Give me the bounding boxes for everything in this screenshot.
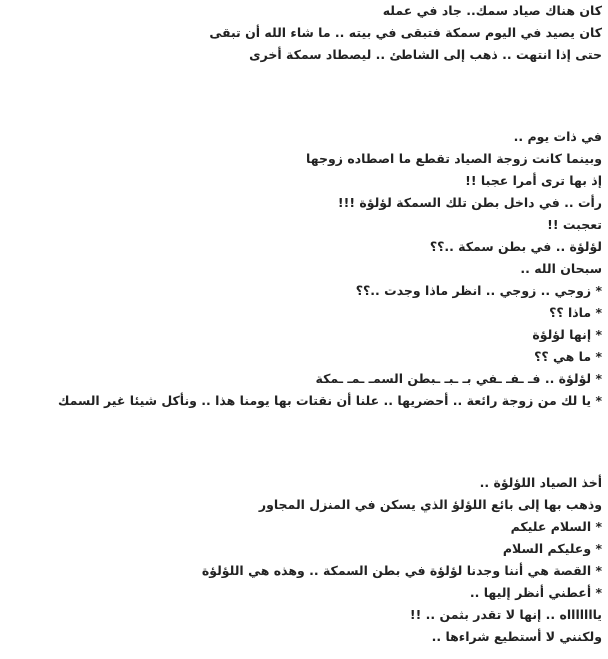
- text-line: كان هناك صياد سمك.. جاد في عمله: [382, 3, 602, 18]
- text-line: في ذات يوم ..: [513, 129, 602, 144]
- text-line: حتى إذا انتهت .. ذهب إلى الشاطئ .. ليصطاد سمكة أخرى: [249, 47, 602, 62]
- dialogue-line: * وعليكم السلام: [502, 541, 602, 556]
- paragraph-pearl-discovery: [6, 126, 602, 412]
- text-line: ولكنني لا أستطيع شراءها ..: [431, 629, 602, 644]
- dialogue-line: * ماذا ؟؟: [549, 305, 602, 320]
- text-line: رأت .. في داخل بطن تلك السمكة لؤلؤة !!!: [337, 195, 602, 210]
- text-line: سبحان الله ..: [520, 261, 602, 276]
- paragraph-pearl-seller: [6, 472, 602, 648]
- text-line: وبينما كانت زوجة الصياد تقطع ما اصطاده زوجها: [306, 151, 602, 166]
- paragraph-fisherman-intro: [6, 0, 602, 66]
- text-line: تعجبت !!: [547, 217, 602, 232]
- text-line: ياااااااه .. إنها لا تقدر بثمن .. !!: [409, 607, 602, 622]
- text-line: كان يصيد في اليوم سمكة فتبقى في بيته .. ما شاء الله أن تبقى: [209, 25, 602, 40]
- dialogue-line: * أعطني أنظر إليها ..: [469, 585, 602, 600]
- dialogue-line: * القصة هي أننا وجدنا لؤلؤة في بطن السمكة .. وهذه هي اللؤلؤة: [201, 563, 602, 578]
- text-line: لؤلؤة .. في بطن سمكة ..؟؟: [429, 239, 602, 254]
- text-line: أخذ الصياد اللؤلؤة ..: [479, 475, 602, 490]
- story-document: [6, 0, 602, 648]
- dialogue-line: * ما هي ؟؟: [534, 349, 602, 364]
- dialogue-line: * لؤلؤة .. فـ ـفـ ـفي بـ ـبـ ـبطن السمـ ـمـ ـمكة: [315, 371, 602, 386]
- dialogue-line: * يا لك من زوجة رائعة .. أحضريها .. علنا أن نقتات بها يومنا هذا .. ونأكل شيئا غير السمك: [57, 393, 602, 408]
- text-line: إذ بها ترى أمرا عجبا !!: [465, 173, 602, 188]
- text-line: وذهب بها إلى بائع اللؤلؤ الذي يسكن في المنزل المجاور: [258, 497, 602, 512]
- dialogue-line: * إنها لؤلؤة: [532, 327, 602, 342]
- dialogue-line: * زوجي .. زوجي .. انظر ماذا وجدت ..؟؟: [355, 283, 602, 298]
- dialogue-line: * السلام عليكم: [510, 519, 602, 534]
